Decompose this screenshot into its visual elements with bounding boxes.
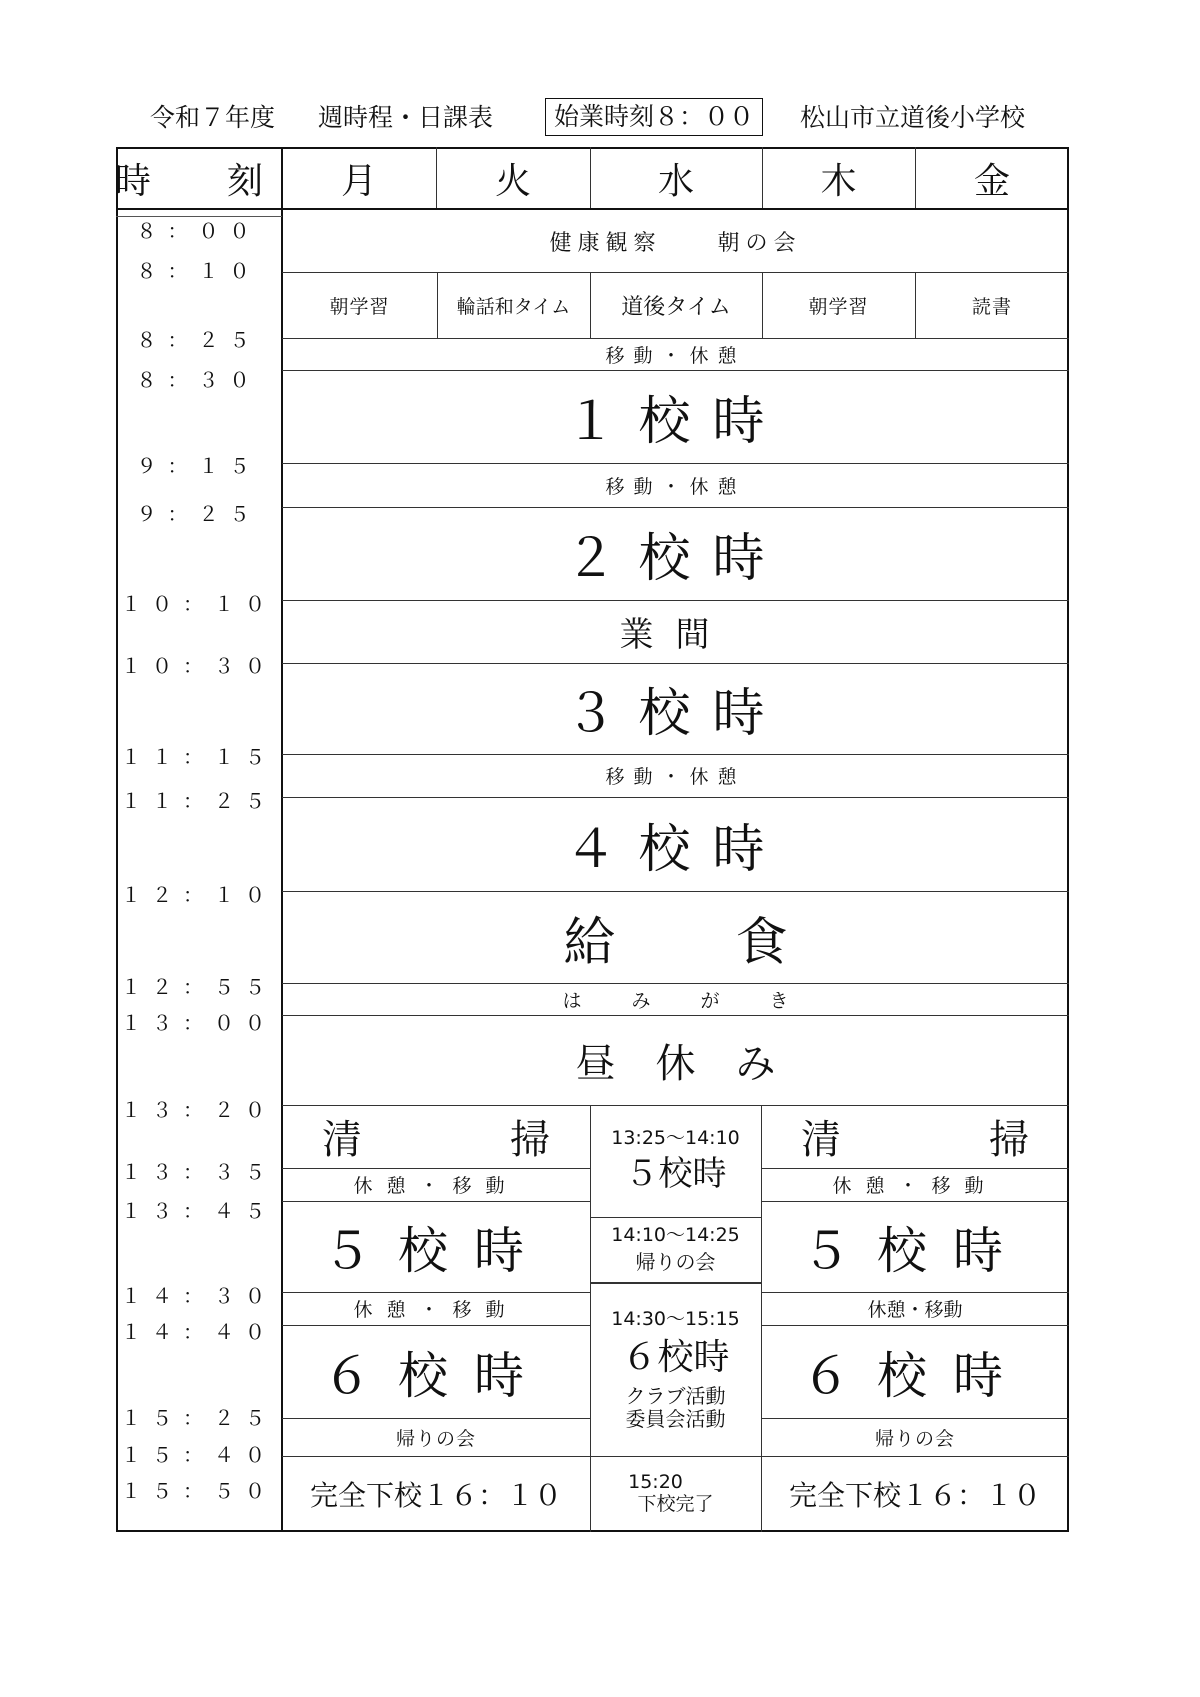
wed-dismissal <box>590 1456 761 1532</box>
wed-p5-time: 13:25～14:10 <box>611 1126 740 1149</box>
dismissal-mon-tue: 完全下校１６：１０ <box>309 1479 562 1512</box>
wed-committee: 委員会活動 <box>625 1406 726 1431</box>
cleaning-right: 掃 <box>510 1117 550 1163</box>
timetable <box>116 147 1069 1532</box>
rest-move-mon-tue: 休憩・移動 <box>353 1299 519 1321</box>
wed-end-label: 下校完了 <box>637 1493 714 1515</box>
time-label: １２：１０ <box>121 883 276 907</box>
header-wed: 水 <box>657 161 694 202</box>
time-label: １３：２０ <box>121 1098 276 1122</box>
homeroom-mon-tue: 帰りの会 <box>395 1427 476 1450</box>
cleaning-left: 清 <box>322 1117 362 1163</box>
time-label: １４：４０ <box>121 1320 276 1344</box>
time-label: １３：４５ <box>121 1199 276 1223</box>
divider <box>116 216 282 217</box>
divider <box>915 147 916 210</box>
time-label: １４：３０ <box>121 1284 276 1308</box>
dismissal-thu-fri: 完全下校１６：１０ <box>788 1479 1041 1512</box>
header-time: 時 刻 <box>115 161 284 202</box>
period-4: ４校時 <box>564 819 787 880</box>
rest-move-thu-fri-2: 休憩・移動 <box>867 1299 963 1321</box>
wed-homeroom <box>590 1217 761 1282</box>
wed-home-label: 帰りの会 <box>635 1249 716 1274</box>
header-thu: 木 <box>820 161 857 202</box>
morning-thu: 朝学習 <box>808 295 869 318</box>
morning-mon: 朝学習 <box>329 295 390 318</box>
rest-move-thu-fri: 休憩・移動 <box>832 1175 998 1197</box>
morning-tue: 輪話和タイム <box>456 295 571 318</box>
time-label: ８：００ <box>136 219 261 243</box>
time-label: １０：１０ <box>121 592 276 616</box>
wed-end-time: 15:20 <box>628 1471 683 1494</box>
period-5-thu-fri: ５校時 <box>801 1221 1029 1280</box>
lunch-row: 給食 <box>563 912 908 973</box>
move-break-row: 移動・休憩 <box>605 766 746 788</box>
time-label: １０：３０ <box>121 654 276 678</box>
wed-club: クラブ活動 <box>625 1383 726 1408</box>
period-1: １校時 <box>564 392 787 452</box>
time-label: ８：２５ <box>136 328 261 352</box>
time-label: １３：００ <box>121 1011 276 1035</box>
morning-wed: 道後タイム <box>621 294 731 320</box>
period-6-thu-fri: ６校時 <box>801 1346 1029 1405</box>
cleaning-mon-tue <box>282 1105 590 1168</box>
time-label: ８：１０ <box>136 259 261 283</box>
time-label: ９：２５ <box>136 502 261 526</box>
wed-p6-label: ６校時 <box>621 1337 730 1379</box>
title-year: 令和７年度 <box>150 103 276 132</box>
time-label: １３：３５ <box>121 1160 276 1184</box>
move-break-row: 移動・休憩 <box>605 475 746 498</box>
period-5-mon-tue: ５校時 <box>322 1221 550 1280</box>
divider <box>762 147 763 210</box>
period-6-mon-tue: ６校時 <box>322 1346 550 1405</box>
time-label: １５：２５ <box>121 1406 276 1430</box>
divider <box>437 272 438 338</box>
start-time-box: 始業時刻８：００ <box>545 98 763 136</box>
wed-p6-time: 14:30～15:15 <box>611 1308 740 1331</box>
wed-period-5 <box>590 1105 761 1217</box>
header-mon: 月 <box>340 161 377 202</box>
school-name: 松山市立道後小学校 <box>800 103 1026 132</box>
divider <box>590 272 591 338</box>
page-title <box>0 96 1200 140</box>
cleaning-right: 掃 <box>989 1117 1029 1163</box>
homeroom-thu-fri: 帰りの会 <box>874 1427 955 1450</box>
time-label: １２：５５ <box>121 975 276 999</box>
time-label: １５：５０ <box>121 1479 276 1503</box>
rest-move-mon-tue: 休憩・移動 <box>353 1175 519 1197</box>
wed-period-6 <box>590 1284 761 1456</box>
divider <box>762 272 763 338</box>
divider <box>436 147 437 210</box>
health-check-row: 健康観察 朝の会 <box>549 230 802 256</box>
toothbrush-row: はみがき <box>562 989 839 1012</box>
divider <box>590 147 591 210</box>
time-label: １１：２５ <box>121 789 276 813</box>
period-2: ２校時 <box>564 529 787 589</box>
header-fri: 金 <box>973 161 1010 202</box>
wed-p5-label: ５校時 <box>624 1154 727 1195</box>
divider <box>915 272 916 338</box>
cleaning-left: 清 <box>801 1117 841 1163</box>
recess-row: 昼休み <box>575 1040 816 1087</box>
time-label: １１：１５ <box>121 745 276 769</box>
time-label: １５：４０ <box>121 1443 276 1467</box>
title-label: 週時程・日課表 <box>318 103 494 132</box>
period-3: ３校時 <box>564 684 787 744</box>
cleaning-thu-fri <box>761 1105 1069 1168</box>
time-label: ８：３０ <box>136 368 261 392</box>
move-break-row: 移動・休憩 <box>605 344 746 367</box>
time-label: ９：１５ <box>136 454 261 478</box>
morning-fri: 読書 <box>971 295 1012 318</box>
break-row: 業間 <box>619 615 732 655</box>
wed-home-time: 14:10～14:25 <box>611 1224 740 1247</box>
header-tue: 火 <box>494 161 531 202</box>
